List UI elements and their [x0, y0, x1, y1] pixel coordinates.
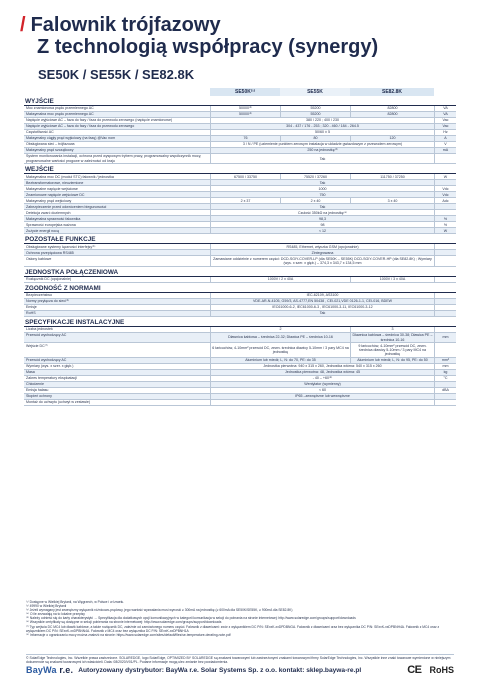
- cell-se50k: 50000⁽²⁾: [210, 106, 280, 111]
- row-label: Sprawność europejska ważona: [26, 222, 76, 227]
- row-label: Emisja hałasu: [26, 388, 49, 393]
- row-label: Znamionowe napięcie wejściowe DC: [26, 192, 85, 197]
- unit-cell: Vac: [434, 118, 456, 123]
- cell-se82k: Aluminium lub miedź; L, N: do 95, PE: do 50: [350, 358, 434, 363]
- cell-all-models: Tak: [210, 204, 434, 209]
- unit-cell: dBA: [434, 388, 456, 393]
- unit-cell: [434, 210, 456, 215]
- certification-marks: [407, 664, 454, 676]
- unit-cell: [434, 305, 456, 310]
- row-label: Przewód wychodzący AC: [26, 358, 67, 363]
- row-label: Obsługiwane systemy łączności interfejsy⁽⁵⁾: [26, 244, 96, 249]
- section-header: WEJŚCIE: [24, 165, 456, 174]
- row-label: RoHS: [26, 311, 36, 316]
- unit-cell: W: [434, 228, 456, 233]
- unit-cell: [434, 293, 456, 298]
- cell-all-models: 98: [210, 222, 434, 227]
- footnote: ⁽²⁾ 49990 w Wielkiej Brytanii: [26, 604, 67, 609]
- title-text-1: Falownik trójfazowy: [30, 14, 221, 36]
- cell-all-models: Wentylator (wymienny): [210, 382, 434, 387]
- row-label: System monitorowania instalacji, ochrona przed wyspowym trybem pracy, programowalny współczynnik mocy, programowalne wartości progowe w zależności od kraju: [26, 154, 202, 163]
- cell-se55k: 80: [280, 136, 350, 141]
- unit-cell: Vdc: [434, 192, 456, 197]
- cell-se82k: 111750 / 37250: [350, 174, 434, 179]
- cell-all-models: 250 na jednostkę⁽³⁾: [210, 148, 434, 153]
- cell-se82k: 1000V / 3 x 40A: [350, 277, 434, 282]
- table-row: [24, 311, 456, 317]
- unit-cell: Vdc: [434, 186, 456, 191]
- footnote: ⁽¹⁾ Dostępne w Wielkiej Brytanii, na Węgrzech, w Polsce i w Izraelu.: [26, 600, 125, 604]
- row-label: Wejście DC⁽⁷⁾: [26, 343, 48, 348]
- section-header: WYJŚCIE: [24, 97, 456, 106]
- table-row: [24, 400, 456, 406]
- row-label: Maksymalna sprawność falownika: [26, 216, 81, 221]
- row-label: Detekcja zwarć doziemnych: [26, 210, 71, 215]
- row-label: Maksymalny prąd szczątkowy: [26, 148, 74, 153]
- cell-all-models: 304 - 437 / 176 - 253 ; 320 - 460 / 184 - 264.5: [210, 124, 434, 129]
- footnote: ⁽⁷⁾ Typ wejścia DC MC4 lub dławik kablowe, a także rozłącznik DC, zależnie od zamówionego numeru części. Falownik z dławnicami: zwór z wyłącznikiem DC P/N: SExxK-xxDPDBNGA. Falownik z dławnicami oraz bez wyłącznika DC P/N: SExxK-xxDPBNH4A. Falownik z MC4 oraz z wyłącznikiem DC P/N: SExxK-xxDPBNN4A. Falownik z MC4 oraz bez wyłącznika DC P/N: SExxK-xxDPBNH1A: [26, 624, 440, 633]
- cell-se82k: Dławnica kablowa – średnica 30-38; Dławica PE – średnica 10-16: [350, 333, 434, 342]
- distributor-text: Autoryzowany dystrybutor: BayWa r.e. Solar Systems Sp. z o.o. kontakt: sklep.baywa-re.pl: [78, 666, 362, 674]
- unit-cell: [434, 180, 456, 185]
- cell-all-models: Tak: [210, 311, 434, 316]
- unit-cell: VA: [434, 112, 456, 117]
- row-label: Masa: [26, 370, 35, 375]
- row-label: Osłony kablowe: [26, 256, 52, 261]
- row-label: Normy przyłącza do sieci⁽⁶⁾: [26, 299, 70, 304]
- footer-bar: [26, 664, 454, 676]
- row-label: Maksymalny prąd wejściowy: [26, 198, 72, 203]
- footnote: ⁽³⁾ Jeżeli wymagany jest zewnętrzny wyłącznik różnicowo-prądowy, jego wartość wyzwalania musi wynosić ≥ 300mA na jednostkę (≥ 600mA dla SE50K/SE55K, ≥ 900mA dla SE82.8K): [26, 608, 293, 613]
- cell-se82k: 9 łańcuchów, 4-10mm² przewód DC, zewn. średnica dławicy 5-10mm / 3 pary MC4 na jednostkę: [350, 343, 434, 357]
- row-label: Zabezpieczenie przed odwróceniem biegunowości: [26, 204, 107, 209]
- footnote: ⁽⁵⁾ Należy odnieść się do karty charakterystyki → Specyfikacja dla dodatkowych opcji komunikacyjnych w kategorii komunikacja w sekcji do pobrania na stronie internetowej: http://www.solaredge.com/groups/support/downloads: [26, 616, 356, 621]
- cell-all-models: 1000: [210, 186, 434, 191]
- baywa-re-logo: [26, 665, 73, 675]
- unit-cell: mA: [434, 148, 456, 153]
- cell-se55k: 55200: [280, 112, 350, 117]
- logo-suffix: r.e.: [56, 665, 74, 675]
- table-row: [24, 277, 456, 283]
- cell-se50k: 2 x 37: [210, 198, 280, 203]
- unit-cell: [434, 256, 456, 265]
- cell-se50k-se55k: 2: [210, 327, 350, 332]
- cell-all-models: 750: [210, 192, 434, 197]
- cell-all-models: < 12: [210, 228, 434, 233]
- spec-table: [24, 88, 456, 406]
- model-subtitle: SE50K / SE55K / SE82.8K: [38, 67, 195, 82]
- unit-cell: V: [434, 142, 456, 147]
- unit-cell: [434, 394, 456, 399]
- cell-all-models: Jednostka pierwotna: 940 x 315 x 260, Jednostka wtórna: 540 x 315 x 260: [210, 364, 434, 369]
- cell-se50k-se55k: 6 łańcuchów, 4-10mm² przewód DC, zewn. średnica dławicy 5-10mm / 3 pary MC4 na jednostkę: [210, 343, 350, 357]
- cell-all-models: Czułość 350kΩ na jednostkę⁽⁴⁾: [210, 210, 434, 215]
- legal-notice: © SolarEdge Technologies, Inc. Wszelkie prawa zastrzeżone. SOLAREDGE, logo SolarEdge, OPTIMIZED BY SOLAREDGE są znakami towarowymi lub zastrzeżonymi znakami towarowymi firmy SolarEdge Technologies, Inc. Wszystkie inne znaki towarowe wymienione w niniejszym dokumencie są znakami towarowymi ich właścicieli. Data: 08/2020/V01/PL. Podane informacje mogą ulec zmianie bez powiadomienia.: [26, 654, 454, 664]
- unit-cell: [434, 382, 456, 387]
- unit-cell: mm²: [434, 358, 456, 363]
- cell-all-models: RS485, Ethernet, wtyczka GSM (opcjonalnie): [210, 244, 434, 249]
- table-row: [24, 154, 456, 164]
- row-label: Obsługiwana sieć – trójfazowa: [26, 142, 75, 147]
- unit-cell: [434, 343, 456, 357]
- unit-cell: [434, 204, 456, 209]
- cell-all-models: Tak: [210, 180, 434, 185]
- cell-all-models: 3 / N / PE (uziemienie punktem zerowym instalacja w układzie gwiazdowym z przewodem zerowym): [210, 142, 434, 147]
- unit-cell: [434, 400, 456, 405]
- unit-cell: Adc: [434, 198, 456, 203]
- cell-se55k: 55200: [280, 106, 350, 111]
- cell-all-models: Zintegrowana: [210, 250, 434, 255]
- column-header-se50k: SE50K⁽¹⁾: [210, 88, 280, 96]
- row-label: Moc znamionowa prądu przemiennego AC: [26, 106, 94, 111]
- row-label: Maksymalna moc DC (moduł STC) falownik / jednostka: [26, 174, 114, 179]
- unit-cell: VA: [434, 106, 456, 111]
- row-label: Montaż do uchwytu (uchwyt w zestawie): [26, 400, 91, 405]
- section-header: POZOSTAŁE FUNKCJE: [24, 235, 456, 244]
- table-row: [24, 343, 456, 358]
- unit-cell: %: [434, 222, 456, 227]
- row-label: Maksymalne napięcie wejściowe: [26, 186, 78, 191]
- row-label: Maksymalny ciągły prąd wyjściowy (na fazę) @Vac nom: [26, 136, 116, 141]
- cell-se82k: 3 x 40: [350, 198, 434, 203]
- cell-se50k-se55k: Aluminium lub miedź; L, N: do 70, PE: do 35: [210, 358, 350, 363]
- cell-se50k: 50000⁽²⁾: [210, 112, 280, 117]
- cell-se82k: 82800: [350, 112, 434, 117]
- red-slash-mark: /: [20, 14, 26, 36]
- cell-se50k: 76: [210, 136, 280, 141]
- cell-se55k: 2 x 40: [280, 198, 350, 203]
- column-header-row: [24, 88, 456, 96]
- table-row: [24, 333, 456, 343]
- row-label: Chłodzenie: [26, 382, 44, 387]
- row-label: Rozłącznik DC (opcjonalnie): [26, 277, 72, 282]
- column-header-se82k: SE82.8K: [350, 88, 434, 96]
- cell-all-models: VDE-AR-N-4105, G59/3, AS-4777,EN 50438 , CEI-021,VDE 0126-1-1, CEI-016, BDEW: [210, 299, 434, 304]
- unit-cell: kg: [434, 370, 456, 375]
- table-row: [24, 256, 456, 266]
- row-label: Emisje: [26, 305, 37, 310]
- table-row: [24, 228, 456, 234]
- cell-se50k-se55k: Dławnica kablowa – średnica 22-32; Dławica PE – średnica 10-16: [210, 333, 350, 342]
- unit-cell: mm: [434, 364, 456, 369]
- cell-all-models: IEC-62109, AS3100: [210, 293, 434, 298]
- cell-all-models: [210, 400, 434, 405]
- footnote: ⁽⁴⁾ O ile zezwalają na to lokalne przepisy: [26, 612, 85, 617]
- row-label: Zakres temperatury eksploatacji: [26, 376, 77, 381]
- ce-mark-icon: CE: [407, 664, 422, 676]
- cell-all-models: - 40 – +60⁽⁸⁾: [210, 376, 434, 381]
- cell-all-models: Zamawiane oddzielnie z numerem części: DCD-SGIY-COVER-LP (dla SE50K – SE55K) DCD-SGIY-COVER-HP (dla SE82.8K) ; Wymiary (wys. x szer. x głęb.) – 374,3 x 343,7 x 134,5 mm: [210, 256, 434, 265]
- cell-all-models: < 60: [210, 388, 434, 393]
- unit-cell: [434, 244, 456, 249]
- section-header: ZGODNOŚĆ Z NORMAMI: [24, 284, 456, 293]
- section-header: JEDNOSTKA POŁĄCZENIOWA: [24, 268, 456, 277]
- unit-cell: W: [434, 174, 456, 179]
- unit-cell: Hz: [434, 130, 456, 135]
- cell-all-models: Tak: [210, 154, 434, 163]
- row-label: Stopień ochrony: [26, 394, 52, 399]
- cell-se82k: 120: [350, 136, 434, 141]
- row-label: Napięcie wyjściowe AC – faza do fazy / faza do przewodu zerowego (napięcie znamionowe): [26, 118, 173, 123]
- title-line-2: Z technologią współpracy (synergy): [37, 36, 379, 58]
- unit-cell: Vac: [434, 124, 456, 129]
- cell-all-models: 380 / 220 ; 400 / 230: [210, 118, 434, 123]
- logo-main: BayWa: [26, 665, 57, 675]
- unit-cell: [434, 327, 456, 332]
- unit-cell: [434, 154, 456, 163]
- row-label: Ochrona przepięciowa RS485: [26, 250, 74, 255]
- footnotes: [26, 600, 454, 637]
- cell-se82k: 3: [350, 327, 434, 332]
- row-label: Beztransformatorowe, nieuziemione: [26, 180, 84, 185]
- cell-all-models: 50/60 ± 5: [210, 130, 434, 135]
- row-label: Wymiary (wys. x szer. x głęb.): [26, 364, 74, 369]
- footnote: ⁽⁶⁾ Wszystkie certyfikaty są dostępne w sekcji pobierania na stronie internetowej: http://www.solaredge.com/groups/support/downloads: [26, 620, 222, 625]
- cell-all-models: 98,3: [210, 216, 434, 221]
- cell-se82k: 82800: [350, 106, 434, 111]
- row-label: Liczba jednostek: [26, 327, 53, 332]
- unit-cell: [434, 277, 456, 282]
- title-line-1: [20, 14, 470, 36]
- section-header: SPECYFIKACJE INSTALACYJNE: [24, 318, 456, 327]
- cell-se50k-se55k: 1000V / 2 x 40A: [210, 277, 350, 282]
- cell-all-models: IP65 –zewnętrzne lub wewnętrzne: [210, 394, 434, 399]
- row-label: Zużycie energii nocą: [26, 228, 59, 233]
- unit-cell: [434, 311, 456, 316]
- row-label: Napięcie wyjściowe AC – faza do fazy / faza do przewodu zerowego: [26, 124, 135, 129]
- unit-cell: mm: [434, 333, 456, 342]
- row-label: Przewód wychodzący AC: [26, 333, 67, 338]
- row-label: Maksymalna moc prądu przemiennego AC: [26, 112, 94, 117]
- unit-cell: [434, 250, 456, 255]
- cell-all-models: IEC61000-6-2, IEC61000-6-3 , IEC61000-3-11, IEC61000-3-12: [210, 305, 434, 310]
- unit-cell: [434, 299, 456, 304]
- cell-all-models: Jednostka pierwotna: 48, Jednostka wtórna: 45: [210, 370, 434, 375]
- document-title: [20, 14, 470, 58]
- footnote: ⁽⁸⁾ Informacje o ograniczaniu mocy można znaleźć na stronie: https://www.solaredge.com/sites/default/files/se-temperature-derating-note.pdf: [26, 632, 231, 637]
- rohs-mark-icon: RoHS: [429, 665, 454, 675]
- cell-se55k: 75520 / 37260: [280, 174, 350, 179]
- column-header-se55k: SE55K: [280, 88, 350, 96]
- unit-cell: A: [434, 136, 456, 141]
- unit-cell: °C: [434, 376, 456, 381]
- cell-se50k: 67500 / 33750: [210, 174, 280, 179]
- unit-cell: %: [434, 216, 456, 221]
- row-label: Częstotliwość AC: [26, 130, 54, 135]
- row-label: Bezpieczeństwo: [26, 293, 52, 298]
